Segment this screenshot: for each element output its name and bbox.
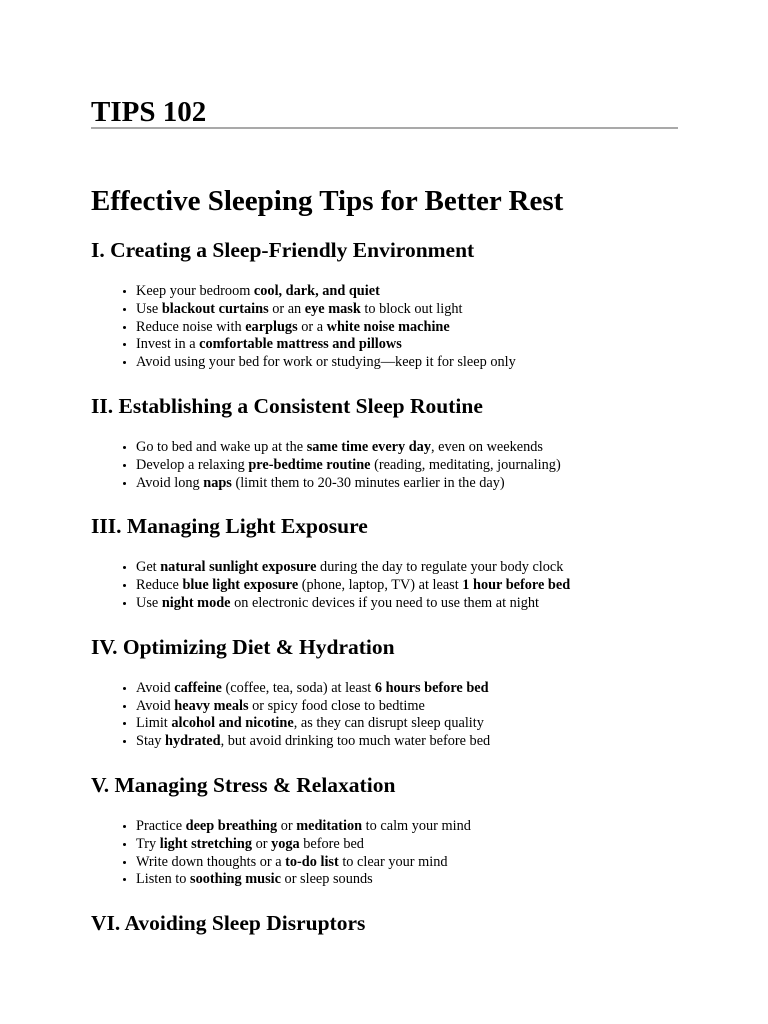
section-heading: VI. Avoiding Sleep Disruptors — [91, 911, 366, 936]
tip-list — [91, 283, 678, 372]
tip-list — [91, 680, 678, 751]
list-item: • Avoid using your bed for work or studying—keep it for sleep only — [136, 354, 678, 372]
section-heading: IV. Optimizing Diet & Hydration — [91, 634, 395, 659]
list-item: • Try light stretching or yoga before bed — [136, 836, 678, 854]
document-title: TIPS 102 — [91, 96, 207, 128]
emphasis-text: meditation — [296, 817, 363, 834]
section-2 — [91, 392, 678, 492]
list-item: • Stay hydrated, but avoid drinking too much water before bed — [136, 733, 678, 751]
list-item: • Reduce blue light exposure (phone, laptop, TV) at least 1 hour before bed — [136, 577, 678, 595]
emphasis-text: night mode — [161, 594, 231, 611]
list-item: • Avoid heavy meals or spicy food close to bedtime — [136, 698, 678, 716]
list-item: • Go to bed and wake up at the same time every day, even on weekends — [136, 439, 678, 457]
list-item: • Get natural sunlight exposure during the day to regulate your body clock — [136, 559, 678, 577]
emphasis-text: white noise machine — [326, 318, 450, 335]
emphasis-text: blackout curtains — [161, 300, 269, 317]
emphasis-text: light stretching — [159, 835, 252, 852]
list-item: • Practice deep breathing or meditation to calm your mind — [136, 818, 678, 836]
emphasis-text: alcohol and nicotine — [171, 715, 294, 732]
emphasis-text: pre-bedtime routine — [248, 456, 371, 473]
emphasis-text: comfortable mattress and pillows — [199, 336, 402, 353]
main-heading: Effective Sleeping Tips for Better Rest — [91, 185, 564, 217]
emphasis-text: heavy meals — [174, 697, 249, 714]
emphasis-text: caffeine — [174, 679, 222, 696]
sections-container — [91, 236, 678, 937]
section-4 — [91, 633, 678, 751]
list-item: • Listen to soothing music or sleep sounds — [136, 871, 678, 889]
emphasis-text: 1 hour before bed — [462, 577, 571, 594]
emphasis-text: blue light exposure — [182, 577, 299, 594]
section-1 — [91, 236, 678, 372]
tip-list — [91, 559, 678, 612]
list-item: • Keep your bedroom cool, dark, and quiet — [136, 283, 678, 301]
section-heading: III. Managing Light Exposure — [91, 514, 368, 539]
emphasis-text: yoga — [271, 835, 300, 852]
list-item: • Invest in a comfortable mattress and pillows — [136, 336, 678, 354]
section-heading: I. Creating a Sleep-Friendly Environment — [91, 238, 475, 262]
list-item: • Avoid caffeine (coffee, tea, soda) at least 6 hours before bed — [136, 680, 678, 698]
section-5 — [91, 771, 678, 889]
emphasis-text: soothing music — [190, 871, 281, 888]
list-item: • Use night mode on electronic devices if you need to use them at night — [136, 595, 678, 613]
emphasis-text: deep breathing — [185, 817, 278, 834]
list-item: • Reduce noise with earplugs or a white noise machine — [136, 319, 678, 337]
emphasis-text: cool, dark, and quiet — [253, 283, 380, 299]
emphasis-text: same time every day — [306, 438, 431, 455]
title-divider — [91, 127, 678, 129]
emphasis-text: natural sunlight exposure — [160, 559, 317, 576]
list-item: • Write down thoughts or a to-do list to clear your mind — [136, 854, 678, 872]
emphasis-text: earplugs — [245, 318, 298, 335]
emphasis-text: 6 hours before bed — [374, 679, 489, 696]
emphasis-text: to-do list — [285, 853, 339, 870]
section-heading: II. Establishing a Consistent Sleep Routine — [91, 393, 483, 418]
tip-list — [91, 818, 678, 889]
section-6 — [91, 909, 678, 937]
list-item: • Limit alcohol and nicotine, as they can disrupt sleep quality — [136, 715, 678, 733]
list-item: • Avoid long naps (limit them to 20-30 minutes earlier in the day) — [136, 475, 678, 493]
emphasis-text: eye mask — [304, 300, 361, 317]
section-heading: V. Managing Stress & Relaxation — [91, 772, 396, 797]
list-item: • Develop a relaxing pre-bedtime routine (reading, meditating, journaling) — [136, 457, 678, 475]
tip-list — [91, 439, 678, 492]
section-3 — [91, 512, 678, 612]
list-item: • Use blackout curtains or an eye mask to block out light — [136, 301, 678, 319]
emphasis-text: naps — [203, 474, 232, 491]
emphasis-text: hydrated — [165, 733, 221, 750]
